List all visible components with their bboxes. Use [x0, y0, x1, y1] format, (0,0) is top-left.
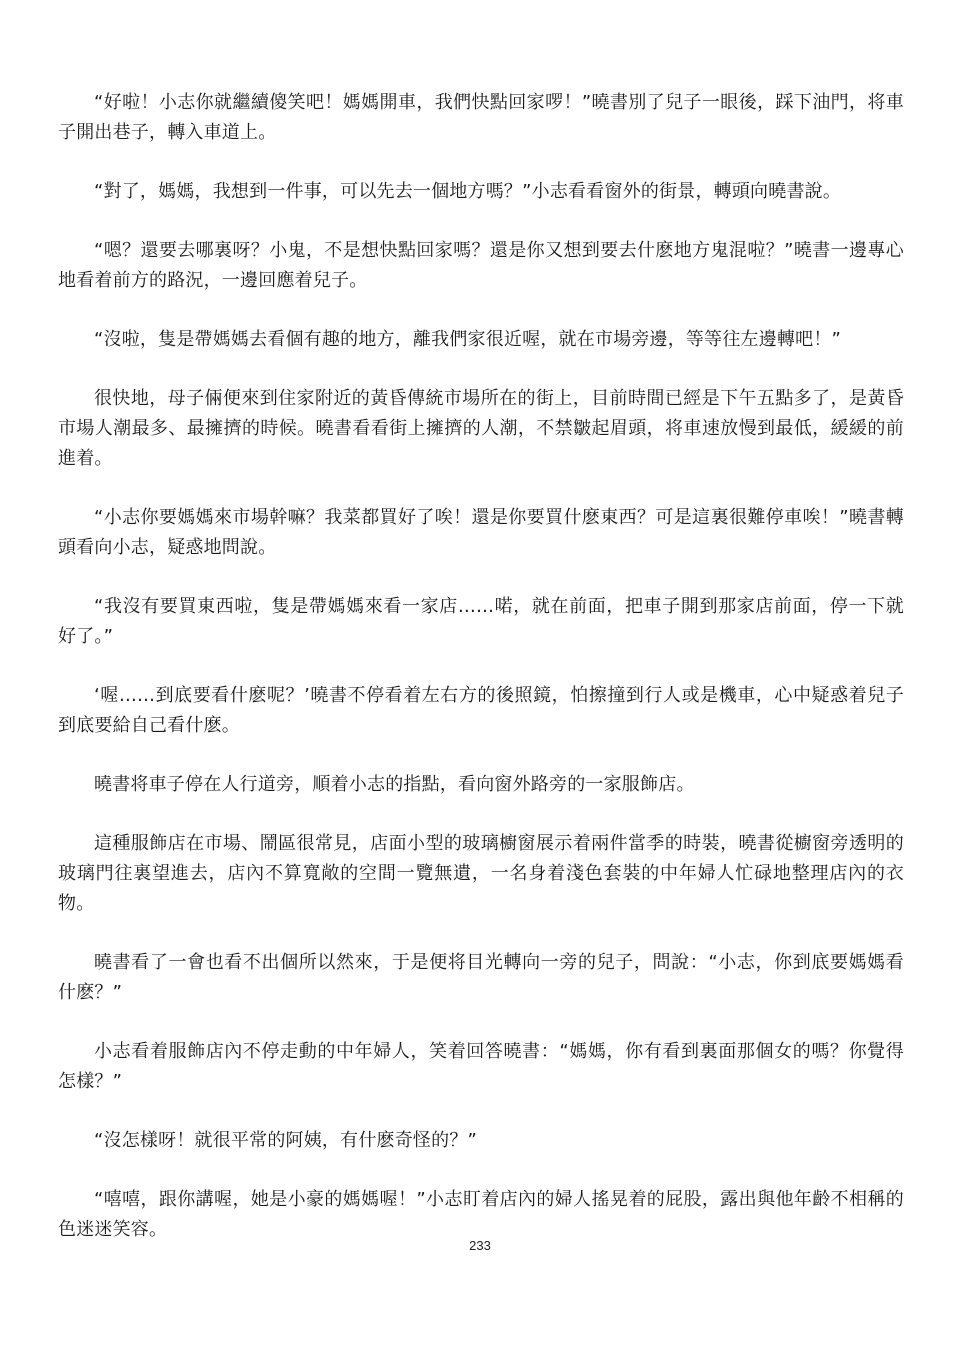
text-body	[58, 88, 904, 1274]
paragraph: “小志你要媽媽來市場幹嘛？我菜都買好了唉！還是你要買什麽東西？可是這裏很難停車唉！”曉書轉頭看向小志，疑惑地問說。	[58, 507, 904, 558]
paragraph: 很快地，母子倆便來到住家附近的黃昏傳統市場所在的街上，目前時間已經是下午五點多了，是黃昏市場人潮最多、最擁擠的時候。曉書看看街上擁擠的人潮，不禁皺起眉頭，将車速放慢到最低，緩緩的前進着。	[58, 388, 904, 469]
paragraph: 小志看着服飾店內不停走動的中年婦人，笑着回答曉書：“媽媽，你有看到裏面那個女的嗎？你覺得怎樣？”	[58, 1041, 904, 1092]
paragraph: “我沒有要買東西啦，隻是帶媽媽來看一家店……喏，就在前面，把車子開到那家店前面，停一下就好了。”	[58, 596, 904, 647]
paragraph: ‘喔……到底要看什麽呢？’曉書不停看着左右方的後照鏡，怕擦撞到行人或是機車，心中疑惑着兒子到底要給自己看什麽。	[58, 685, 904, 736]
paragraph: “嘻嘻，跟你講喔，她是小豪的媽媽喔！”小志盯着店內的婦人搖晃着的屁股，露出與他年齡不相稱的色迷迷笑容。	[58, 1189, 904, 1240]
paragraph: “好啦！小志你就繼續傻笑吧！媽媽開車，我們快點回家啰！”曉書別了兒子一眼後，踩下油門，将車子開出巷子，轉入車道上。	[58, 92, 904, 143]
paragraph: “嗯？還要去哪裏呀？小鬼，不是想快點回家嗎？還是你又想到要去什麽地方鬼混啦？”曉書一邊專心地看着前方的路況，一邊回應着兒子。	[58, 240, 904, 291]
paragraph: 這種服飾店在市場、鬧區很常見，店面小型的玻璃櫥窗展示着兩件當季的時裝，曉書從櫥窗旁透明的玻璃門往裏望進去，店內不算寬敞的空間一覽無遺，一名身着淺色套裝的中年婦人忙碌地整理店內的衣物。	[58, 833, 904, 914]
paragraph: “沒啦，隻是帶媽媽去看個有趣的地方，離我們家很近喔，就在市場旁邊，等等往左邊轉吧！”	[94, 329, 842, 350]
paragraph: “沒怎樣呀！就很平常的阿姨，有什麽奇怪的？”	[94, 1130, 478, 1151]
paragraph: 曉書看了一會也看不出個所以然來，于是便将目光轉向一旁的兒子，問說：“小志，你到底要媽媽看什麽？”	[58, 952, 904, 1003]
paragraph: “對了，媽媽，我想到一件事，可以先去一個地方嗎？”小志看看窗外的街景，轉頭向曉書說。	[94, 181, 842, 202]
page-number: 233	[469, 1238, 491, 1253]
paragraph: 曉書将車子停在人行道旁，順着小志的指點，看向窗外路旁的一家服飾店。	[94, 774, 695, 795]
